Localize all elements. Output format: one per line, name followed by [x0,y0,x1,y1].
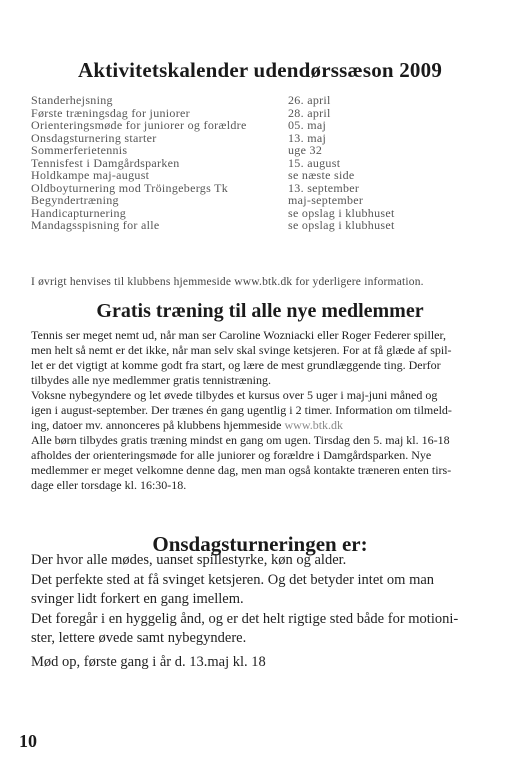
calendar-row [31,144,491,157]
calendar-activity: Onsdagsturnering starter [31,130,157,145]
gratis-paragraph [31,328,493,493]
activity-calendar [31,94,491,232]
paragraph-line: dage eller torsdage kl. 16:30-18. [31,478,187,492]
calendar-activity: Begyndertræning [31,193,119,207]
page-number: 10 [19,731,37,751]
paragraph-line: Der hvor alle mødes, uanset spillestyrke, køn og alder. [31,552,347,568]
paragraph-line: afholdes der orienteringsmøde for alle juniorer og forældre i Damgårdsparken. Nye [31,448,432,462]
paragraph-line: let er det vigtigt at komme godt fra start, og lære de mest grundlæggende ting. Derfor [31,358,441,372]
paragraph-line: Tennis ser meget nemt ud, når man ser Caroline Wozniacki eller Roger Federer spiller, [31,328,447,342]
onsdag-paragraph [31,551,501,649]
calendar-date: se opslag i klubhuset [288,205,395,220]
calendar-activity: Handicapturnering [31,205,127,220]
paragraph-line: Det foregår i en hyggelig ånd, og er det helt rigtige sted både for motioni- [31,610,459,627]
calendar-activity: Tennisfest i Damgårdsparken [31,155,180,170]
paragraph-line-text: ing, datoer mv. annonceres på klubbens hjemmeside [31,418,285,432]
calendar-row [31,169,491,182]
calendar-date: 28. april [288,105,331,120]
onsdag-heading: Onsdagsturneringen er: [152,532,368,556]
paragraph-line: men helt så nemt er det ikke, når man selv skal svinge ketsjeren. For at få glæde af spil- [31,343,452,357]
calendar-row [31,119,491,132]
onsdag-call-to-action: Mød op, første gang i år d. 13.maj kl. 18 [31,654,266,670]
calendar-date: 05. maj [288,118,327,132]
calendar-date: 26. april [288,93,331,107]
gratis-heading: Gratis træning til alle nye medlemmer [96,300,424,322]
calendar-activity: Holdkampe maj-august [31,168,150,182]
website-link[interactable]: www.btk.dk [284,418,344,432]
calendar-date: 13. maj [288,130,327,145]
calendar-row [31,194,491,207]
calendar-row [31,94,491,107]
calendar-activity: Orienteringsmøde for juniorer og forældre [31,118,247,132]
paragraph-line-with-link [31,418,493,433]
paragraph-line: ster, lettere øvede samt nybegyndere. [31,630,247,646]
calendar-date: se næste side [288,168,355,182]
page-title: Aktivitetskalender udendørssæson 2009 [77,58,443,82]
calendar-date: maj-september [288,193,364,207]
paragraph-line: medlemmer er meget velkomne denne dag, men man også kontakte træneren enten tirs- [31,463,452,477]
website-info-text: I øvrigt henvises til klubbens hjemmeside www.btk.dk for yderligere information. [31,276,424,288]
calendar-activity: Oldboyturnering mod Tröingebergs Tk [31,180,229,195]
calendar-activity: Standerhejsning [31,93,113,107]
paragraph-line: svinger lidt forkert en gang imellem. [31,591,244,607]
paragraph-line: tilbydes alle nye medlemmer gratis tennistræning. [31,373,271,387]
calendar-date: 15. august [288,155,341,170]
paragraph-line: igen i august-september. Der trænes én gang ugentlig i 2 timer. Information om tilmeld- [31,403,452,417]
calendar-date: 13. september [288,180,360,195]
calendar-row [31,219,491,232]
paragraph-line: Alle børn tilbydes gratis træning mindst en gang om ugen. Tirsdag den 5. maj kl. 16-18 [31,433,450,447]
calendar-activity: Sommerferietennis [31,143,128,157]
calendar-date: uge 32 [288,143,323,157]
calendar-date: se opslag i klubhuset [288,218,395,232]
calendar-activity: Mandagsspisning for alle [31,218,160,232]
calendar-activity: Første træningsdag for juniorer [31,105,190,120]
paragraph-line: Det perfekte sted at få svinget ketsjeren. Og det betyder intet om man [31,571,435,588]
paragraph-line: Voksne nybegyndere og let øvede tilbydes et kursus over 5 uger i maj-juni måned og [31,388,438,402]
